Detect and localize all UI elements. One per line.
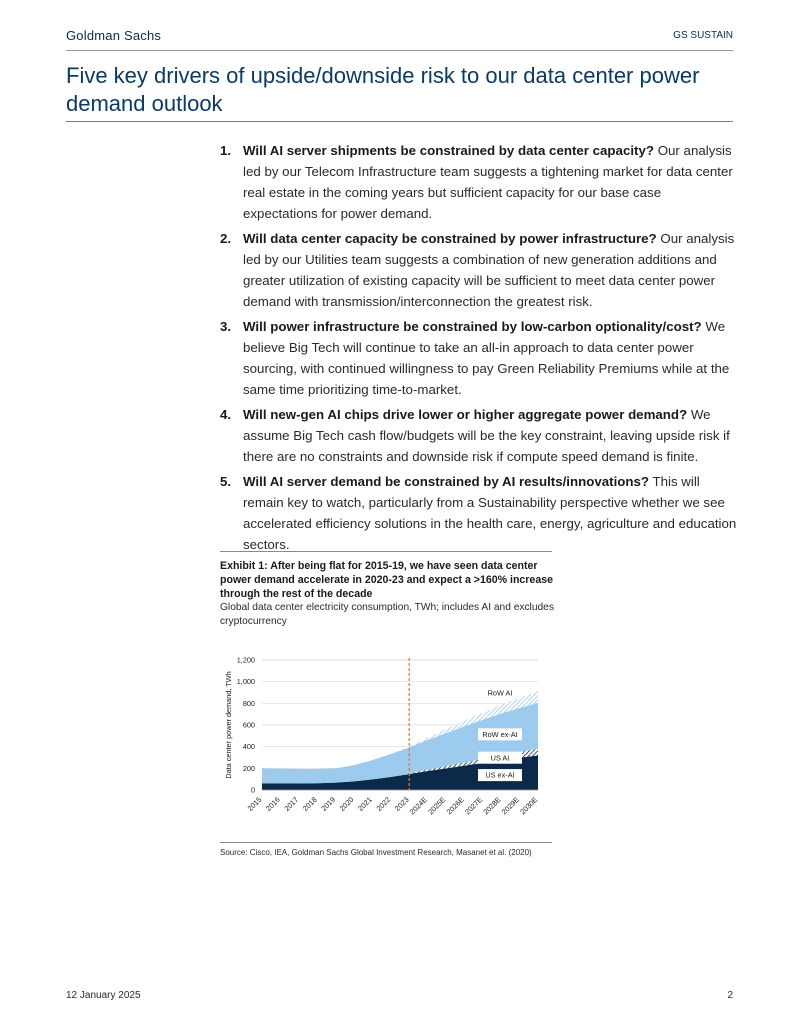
item-text: Our analysis led by our Telecom Infrastructure team suggests a tightening market for data center real estate in the coming years but sufficient capacity for our base case expectations for power demand.	[243, 143, 733, 221]
x-tick-label: 2026E	[444, 795, 466, 817]
x-tick-label: 2015	[245, 795, 264, 813]
item-question: Will data center capacity be constrained by power infrastructure?	[243, 231, 657, 246]
x-tick-label: 2028E	[481, 795, 503, 817]
title-divider	[66, 121, 733, 122]
exhibit-top-rule	[220, 551, 552, 552]
item-text: We believe Big Tech will continue to take an all-in approach to data center power sourcing, with continued willingness to pay Green Reliability Premiums while at the same time prioritizing time-to-market.	[243, 319, 730, 397]
item-question: Will new-gen AI chips drive lower or higher aggregate power demand?	[243, 407, 688, 422]
y-axis-label: Data center power demand, TWh	[224, 671, 233, 779]
list-item	[218, 140, 738, 224]
x-tick-label: 2030E	[518, 795, 540, 817]
exhibit-title: Exhibit 1: After being flat for 2015-19, we have seen data center power demand accelerate in 2020-23 and expect a >160% increase through the rest of the decade	[220, 560, 553, 600]
x-tick-label: 2025E	[426, 795, 448, 817]
x-tick-label: 2023	[392, 795, 411, 813]
series-label: US AI	[490, 753, 510, 763]
item-text: Our analysis led by our Utilities team suggests a combination of new generation additions and greater utilization of existing capacity will be sufficient to meet data center power demand with transmission/interconnection the greatest risk.	[243, 231, 735, 309]
exhibit-bottom-rule	[220, 842, 552, 843]
exhibit-subtitle: Global data center electricity consumption, TWh; includes AI and excludes cryptocurrency	[220, 602, 554, 627]
item-question: Will AI server demand be constrained by AI results/innovations?	[243, 474, 650, 489]
series-label: US ex-AI	[485, 770, 515, 780]
x-tick-label: 2022	[374, 795, 393, 813]
x-tick-label: 2027E	[462, 795, 485, 817]
x-tick-label: 2029E	[499, 795, 522, 817]
item-question: Will AI server shipments be constrained by data center capacity?	[243, 143, 654, 158]
item-question: Will power infrastructure be constrained by low-carbon optionality/cost?	[243, 319, 702, 334]
series-label: RoW ex-AI	[482, 729, 518, 739]
item-number: 2.	[220, 231, 232, 246]
x-tick-label: 2021	[355, 795, 374, 813]
x-tick-label: 2024E	[407, 795, 430, 817]
y-tick-label: 800	[242, 698, 255, 708]
item-text: This will remain key to watch, particularly from a Sustainability perspective whether we see accelerated efficiency solutions in the health care, energy, agriculture and education sectors.	[243, 474, 737, 552]
x-tick-label: 2016	[263, 795, 282, 813]
item-number: 1.	[220, 143, 232, 158]
list-item	[218, 404, 738, 467]
x-tick-label: 2019	[319, 795, 338, 813]
page-header	[66, 28, 733, 51]
report-tag: GS SUSTAIN	[673, 30, 733, 41]
y-tick-label: 600	[242, 720, 255, 730]
footer-date: 12 January 2025	[66, 990, 141, 1001]
page-number: 2	[727, 990, 733, 1001]
drivers-list	[218, 140, 738, 559]
y-tick-label: 0	[250, 785, 255, 795]
list-item	[218, 471, 738, 555]
y-tick-label: 200	[242, 763, 255, 773]
item-number: 3.	[220, 319, 232, 334]
page-title: Five key drivers of upside/downside risk to our data center power demand outlook	[66, 63, 700, 116]
exhibit-source: Source: Cisco, IEA, Goldman Sachs Global Investment Research, Masanet et al. (2020)	[220, 848, 532, 857]
y-tick-label: 1,000	[236, 677, 255, 687]
item-number: 4.	[220, 407, 232, 422]
list-item	[218, 316, 738, 400]
y-tick-label: 1,200	[236, 655, 255, 665]
list-item	[218, 228, 738, 312]
x-tick-label: 2020	[337, 795, 356, 813]
series-label: RoW AI	[487, 688, 513, 698]
x-tick-label: 2018	[300, 795, 319, 813]
power-demand-chart	[220, 648, 552, 838]
y-tick-label: 400	[242, 742, 255, 752]
brand-name: Goldman Sachs	[66, 28, 162, 43]
item-text: We assume Big Tech cash flow/budgets will be the key constraint, leaving upside risk if there are no constraints and downside risk if compute speed demand is finite.	[243, 407, 730, 464]
item-number: 5.	[220, 474, 232, 489]
x-tick-label: 2017	[282, 795, 301, 813]
